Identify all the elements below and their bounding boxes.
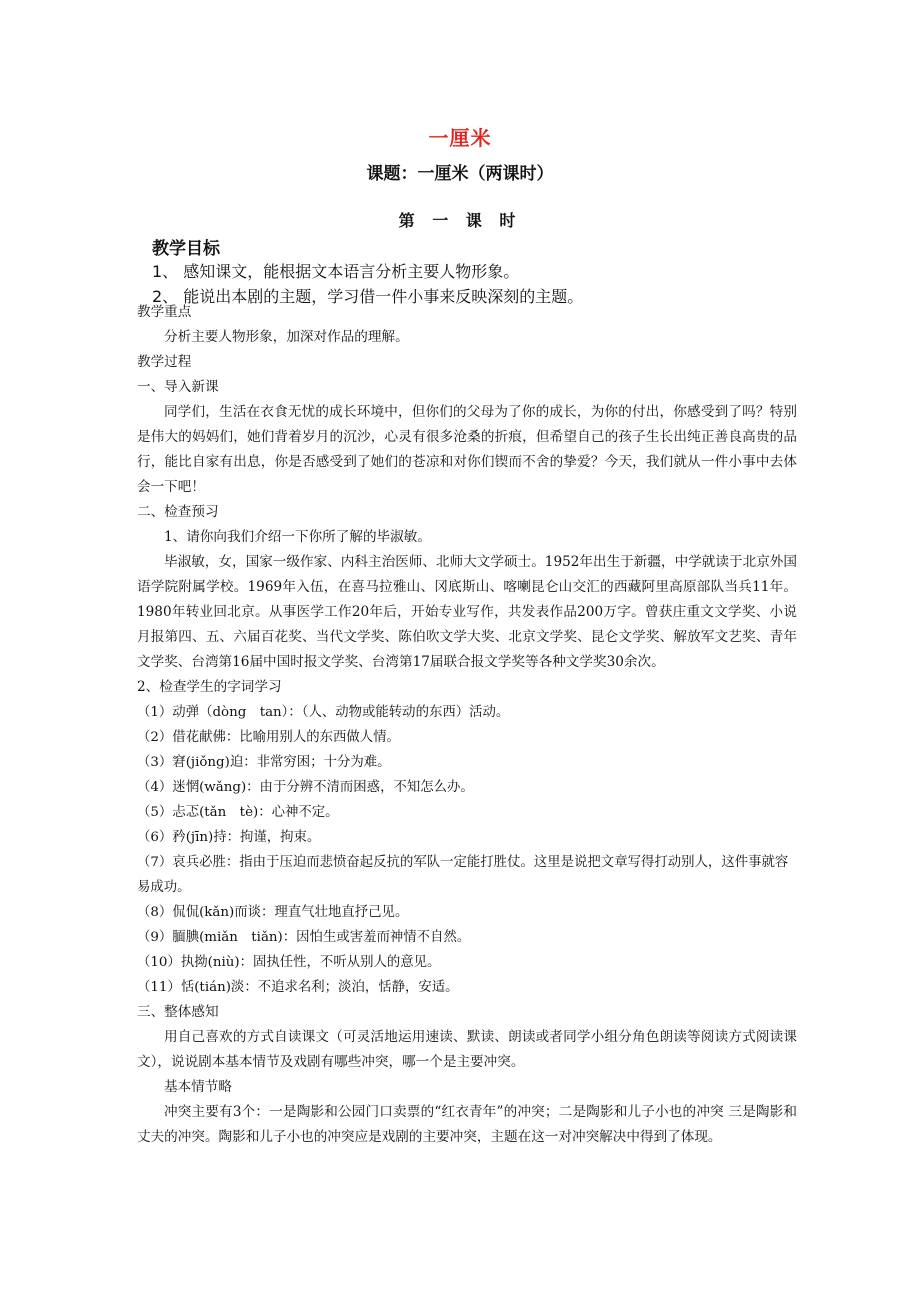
vocab-item: （9）腼腆(miǎn tiǎn)：因怕生或害羞而神情不自然。 [137, 930, 471, 945]
document-body [137, 300, 797, 1150]
vocab-item: （1）动弹（dòng tan）：（人、动物或能转动的东西）活动。 [137, 705, 510, 720]
lesson-subject: 课题：一厘米（两课时） [366, 164, 554, 184]
vocab-item: （10）执拗(niù)：固执任性，不听从别人的意见。 [137, 955, 441, 970]
vocab-item: （7）哀兵必胜：指由于压迫而悲愤奋起反抗的军队一定能打胜仗。这里是说把文章写得打动别人，这件事就容易成功。 [137, 855, 789, 895]
vocab-item: （4）迷惘(wǎng)：由于分辨不清而困惑，不知怎么办。 [137, 780, 474, 795]
section-heading: 一、导入新课 [137, 379, 219, 395]
document-title: 一厘米 [428, 126, 492, 150]
vocab-item: （6）矜(jīn)持：拘谨，拘束。 [137, 830, 321, 845]
intro-paragraph: 同学们，生活在衣食无忧的成长环境中，但你们的父母为了你的成长，为你的付出，你感受到了吗？特别是伟大的妈妈们，她们背着岁月的沉沙，心灵有很多沧桑的折痕，但希望自己的孩子生长出纯正善良高贵的品行，能比自家有出息，你是否感受到了她们的苍凉和对你们锲而不舍的挚爱？今天，我们就从一件小事中去体会一下吧！ [137, 404, 797, 495]
preview-question: 1、请你向我们介绍一下你所了解的毕淑敏。 [164, 529, 431, 545]
goal-item: 2、 能说出本剧的主题，学习借一件小事来反映深刻的主题。 [152, 287, 584, 306]
author-bio-paragraph: 毕淑敏，女，国家一级作家、内科主治医师、北师大文学硕士。1952年出生于新疆，中学就读于北京外国语学院附属学校。1969年入伍，在喜马拉雅山、冈底斯山、喀喇昆仑山交汇的西藏阿里高原部队当兵11年。1980年转业回北京。从事医学工作20年后，开始专业写作，共发表作品200万字。曾获庄重文文学奖、小说月报第四、五、六届百花奖、当代文学奖、陈伯吹文学大奖、北京文学奖、昆仑文学奖、解放军文艺奖、青年文学奖、台湾第16届中国时报文学奖、台湾第17届联合报文学奖等各种文学奖30余次。 [137, 554, 797, 670]
plot-summary-label: 基本情节略 [164, 1079, 232, 1095]
process-heading: 教学过程 [137, 354, 192, 370]
overview-paragraph: 用自己喜欢的方式自读课文（可灵活地运用速读、默读、朗读或者同学小组分角色朗读等阅读方式阅读课文），说说剧本基本情节及戏剧有哪些冲突，哪一个是主要冲突。 [137, 1029, 797, 1070]
section-heading: 三、整体感知 [137, 1004, 219, 1020]
lesson-number: 第 一 课 时 [398, 211, 522, 230]
vocab-item: （8）侃侃(kǎn)而谈：理直气壮地直抒己见。 [137, 905, 409, 920]
vocab-item: （2）借花献佛：比喻用别人的东西做人情。 [137, 730, 400, 745]
vocab-list [137, 700, 797, 1000]
goals-heading: 教学目标 [152, 239, 220, 259]
conflict-paragraph: 冲突主要有3个：一是陶影和公园门口卖票的“红衣青年”的冲突；二是陶影和儿子小也的冲突 三是陶影和丈夫的冲突。陶影和儿子小也的冲突应是戏剧的主要冲突，主题在这一对冲突解决中得到了体现。 [137, 1104, 797, 1145]
focus-heading: 教学重点 [137, 304, 192, 320]
vocab-item: （11）恬(tián)淡：不追求名利；淡泊，恬静，安适。 [137, 980, 459, 995]
vocab-item: （3）窘(jiǒng)迫：非常穷困；十分为难。 [137, 755, 391, 770]
vocab-item: （5）忐忑(tǎn tè)：心神不定。 [137, 805, 339, 820]
focus-text: 分析主要人物形象，加深对作品的理解。 [164, 329, 409, 345]
preview-question: 2、检查学生的字词学习 [137, 679, 282, 695]
section-heading: 二、检查预习 [137, 504, 219, 520]
goal-item: 1、 感知课文，能根据文本语言分析主要人物形象。 [152, 262, 520, 281]
